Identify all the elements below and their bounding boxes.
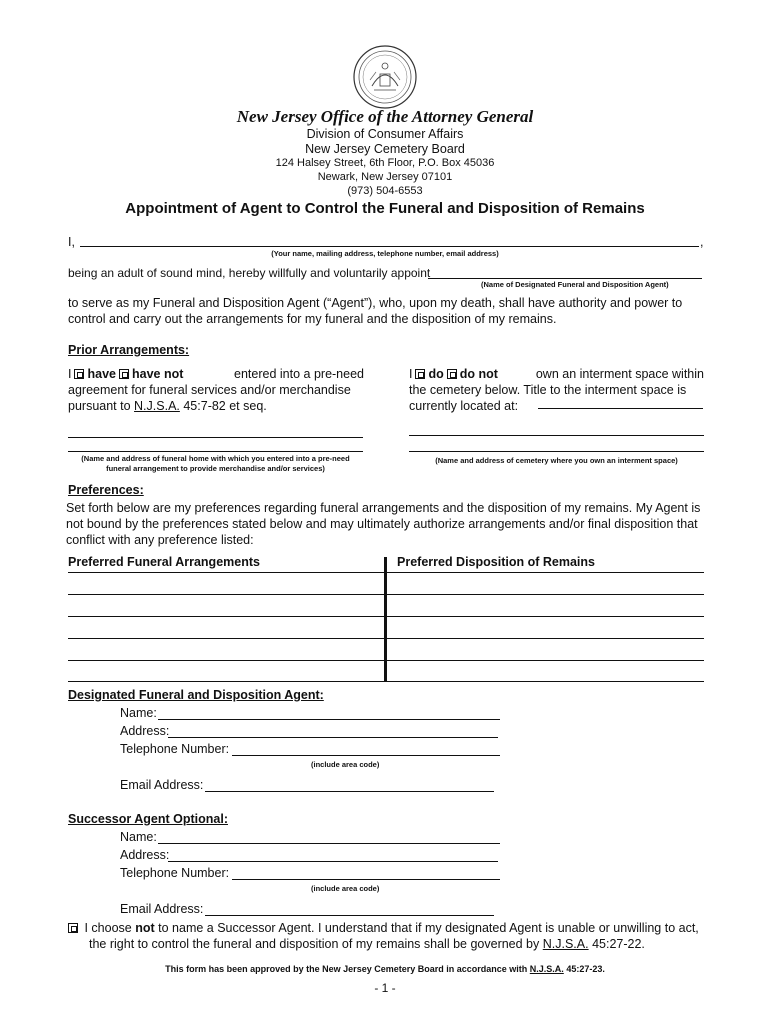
choose-line2-post: 45:27-22. xyxy=(592,937,645,951)
do-not-checkbox[interactable] xyxy=(447,369,457,379)
cemetery-caption: (Name and address of cemetery where you own an interment space) xyxy=(435,456,678,465)
prior-right-line2: the cemetery below. Title to the interment space is xyxy=(409,383,687,397)
prior-left-line2: agreement for funeral services and/or merchandise xyxy=(68,383,351,397)
approval-pre: This form has been approved by the New Jersey Cemetery Board in accordance with xyxy=(165,964,528,974)
agent-telephone-input[interactable] xyxy=(232,755,500,756)
agent-email-input[interactable] xyxy=(205,791,494,792)
disposition-header: Preferred Disposition of Remains xyxy=(397,555,595,569)
agent-telephone-label: Telephone Number: xyxy=(120,742,230,756)
prior-left-rest: entered into a pre-need xyxy=(234,367,364,381)
agent-address-input[interactable] xyxy=(168,737,498,738)
preferences-text: Set forth below are my preferences regarding funeral arrangements and the disposition of my remains. My Agent is not bound by the preferences stated below and may ultimately authorize arrangements and/or final disposition that conflict with any preference listed: xyxy=(66,501,701,547)
prior-left-line3-post: 45:7-82 et seq. xyxy=(183,399,267,413)
appoint-caption: (Name of Designated Funeral and Disposition Agent) xyxy=(481,280,669,289)
successor-name-label: Name: xyxy=(120,830,157,844)
agent-name-field[interactable] xyxy=(428,278,702,279)
i-label: I xyxy=(68,367,72,381)
street-address: 124 Halsey Street, 6th Floor, P.O. Box 45036 xyxy=(275,157,495,169)
preference-row-line[interactable] xyxy=(68,572,704,573)
prior-right-rest: own an interment space within xyxy=(535,367,704,381)
preference-row-line[interactable] xyxy=(68,638,704,639)
do-label: do xyxy=(428,367,444,381)
cemetery-field-1[interactable] xyxy=(409,435,704,436)
form-title: Appointment of Agent to Control the Funeral and Disposition of Remains xyxy=(125,200,645,217)
appoint-text: being an adult of sound mind, hereby willfully and voluntarily appoint xyxy=(68,266,431,280)
office-title: New Jersey Office of the Attorney General xyxy=(236,107,534,126)
do-not-label: do not xyxy=(459,367,498,381)
preferences-heading: Preferences: xyxy=(68,483,144,497)
prior-left-text xyxy=(68,366,364,414)
funeral-home-caption: (Name and address of funeral home with which you entered into a pre-need funeral arrangement to provide merchandise and/or services) xyxy=(81,454,350,473)
declarant-caption: (Your name, mailing address, telephone number, email address) xyxy=(271,249,499,258)
board-name: New Jersey Cemetery Board xyxy=(305,142,465,156)
approval-statute: N.J.S.A. xyxy=(529,964,564,974)
preference-row-line[interactable] xyxy=(68,594,704,595)
interment-location-field[interactable] xyxy=(538,408,703,409)
choose-pre: I choose xyxy=(84,921,132,935)
division-name: Division of Consumer Affairs xyxy=(306,127,464,141)
serve-text: to serve as my Funeral and Disposition Agent (“Agent”), who, upon my death, shall have authority and power to control and carry out the arrangements for my funeral and the disposition of my remains. xyxy=(68,296,683,326)
choose-mid: to name a Successor Agent. I understand that if my designated Agent is unable or unwilling to act, xyxy=(158,921,699,935)
agent-area-code-caption: (include area code) xyxy=(311,760,380,769)
cemetery-field-2[interactable] xyxy=(409,451,704,452)
column-divider xyxy=(384,557,387,682)
prior-arrangements-heading: Prior Arrangements: xyxy=(68,343,190,357)
city-address: Newark, New Jersey 07101 xyxy=(317,171,453,183)
no-successor-statement xyxy=(68,920,708,952)
successor-area-code-caption: (include area code) xyxy=(311,884,380,893)
do-checkbox[interactable] xyxy=(415,369,425,379)
statute-link: N.J.S.A. xyxy=(134,399,180,413)
funeral-home-field-1[interactable] xyxy=(68,437,363,438)
declarant-prefix: I, xyxy=(68,235,75,249)
funeral-arrangements-header: Preferred Funeral Arrangements xyxy=(68,555,260,569)
choose-not: not xyxy=(135,921,155,935)
prior-left-line3-pre: pursuant to xyxy=(68,399,131,413)
declarant-suffix: , xyxy=(700,235,704,249)
i-label-right: I xyxy=(409,367,413,381)
agent-address-label: Address: xyxy=(120,724,170,738)
designated-agent-heading: Designated Funeral and Disposition Agent: xyxy=(68,688,324,702)
approval-note xyxy=(0,964,770,974)
page-number: - 1 - xyxy=(374,981,396,995)
successor-address-label: Address: xyxy=(120,848,170,862)
successor-telephone-input[interactable] xyxy=(232,879,500,880)
successor-telephone-label: Telephone Number: xyxy=(120,866,230,880)
have-checkbox[interactable] xyxy=(74,369,84,379)
have-not-checkbox[interactable] xyxy=(119,369,129,379)
preference-row-line[interactable] xyxy=(68,681,704,682)
funeral-home-field-2[interactable] xyxy=(68,451,363,452)
successor-name-input[interactable] xyxy=(158,843,500,844)
phone-number: (973) 504-6553 xyxy=(347,185,423,197)
successor-email-label: Email Address: xyxy=(120,902,204,916)
agent-email-label: Email Address: xyxy=(120,778,204,792)
preference-row-line[interactable] xyxy=(68,660,704,661)
choose-line2-pre: the right to control the funeral and disposition of my remains shall be governed by xyxy=(89,937,540,951)
successor-agent-heading: Successor Agent Optional: xyxy=(68,812,228,826)
no-successor-checkbox[interactable] xyxy=(68,923,78,933)
have-not-label: have not xyxy=(131,367,184,381)
choose-statute: N.J.S.A. xyxy=(542,937,589,951)
approval-post: 45:27-23. xyxy=(566,964,605,974)
agent-name-label: Name: xyxy=(120,706,157,720)
agent-name-input[interactable] xyxy=(158,719,500,720)
state-seal-logo xyxy=(352,44,418,110)
have-label: have xyxy=(87,367,116,381)
successor-email-input[interactable] xyxy=(205,915,494,916)
preference-row-line[interactable] xyxy=(68,616,704,617)
successor-address-input[interactable] xyxy=(168,861,498,862)
prior-right-line3: currently located at: xyxy=(409,399,519,413)
prior-right-text xyxy=(409,366,704,414)
declarant-field[interactable] xyxy=(80,246,699,247)
